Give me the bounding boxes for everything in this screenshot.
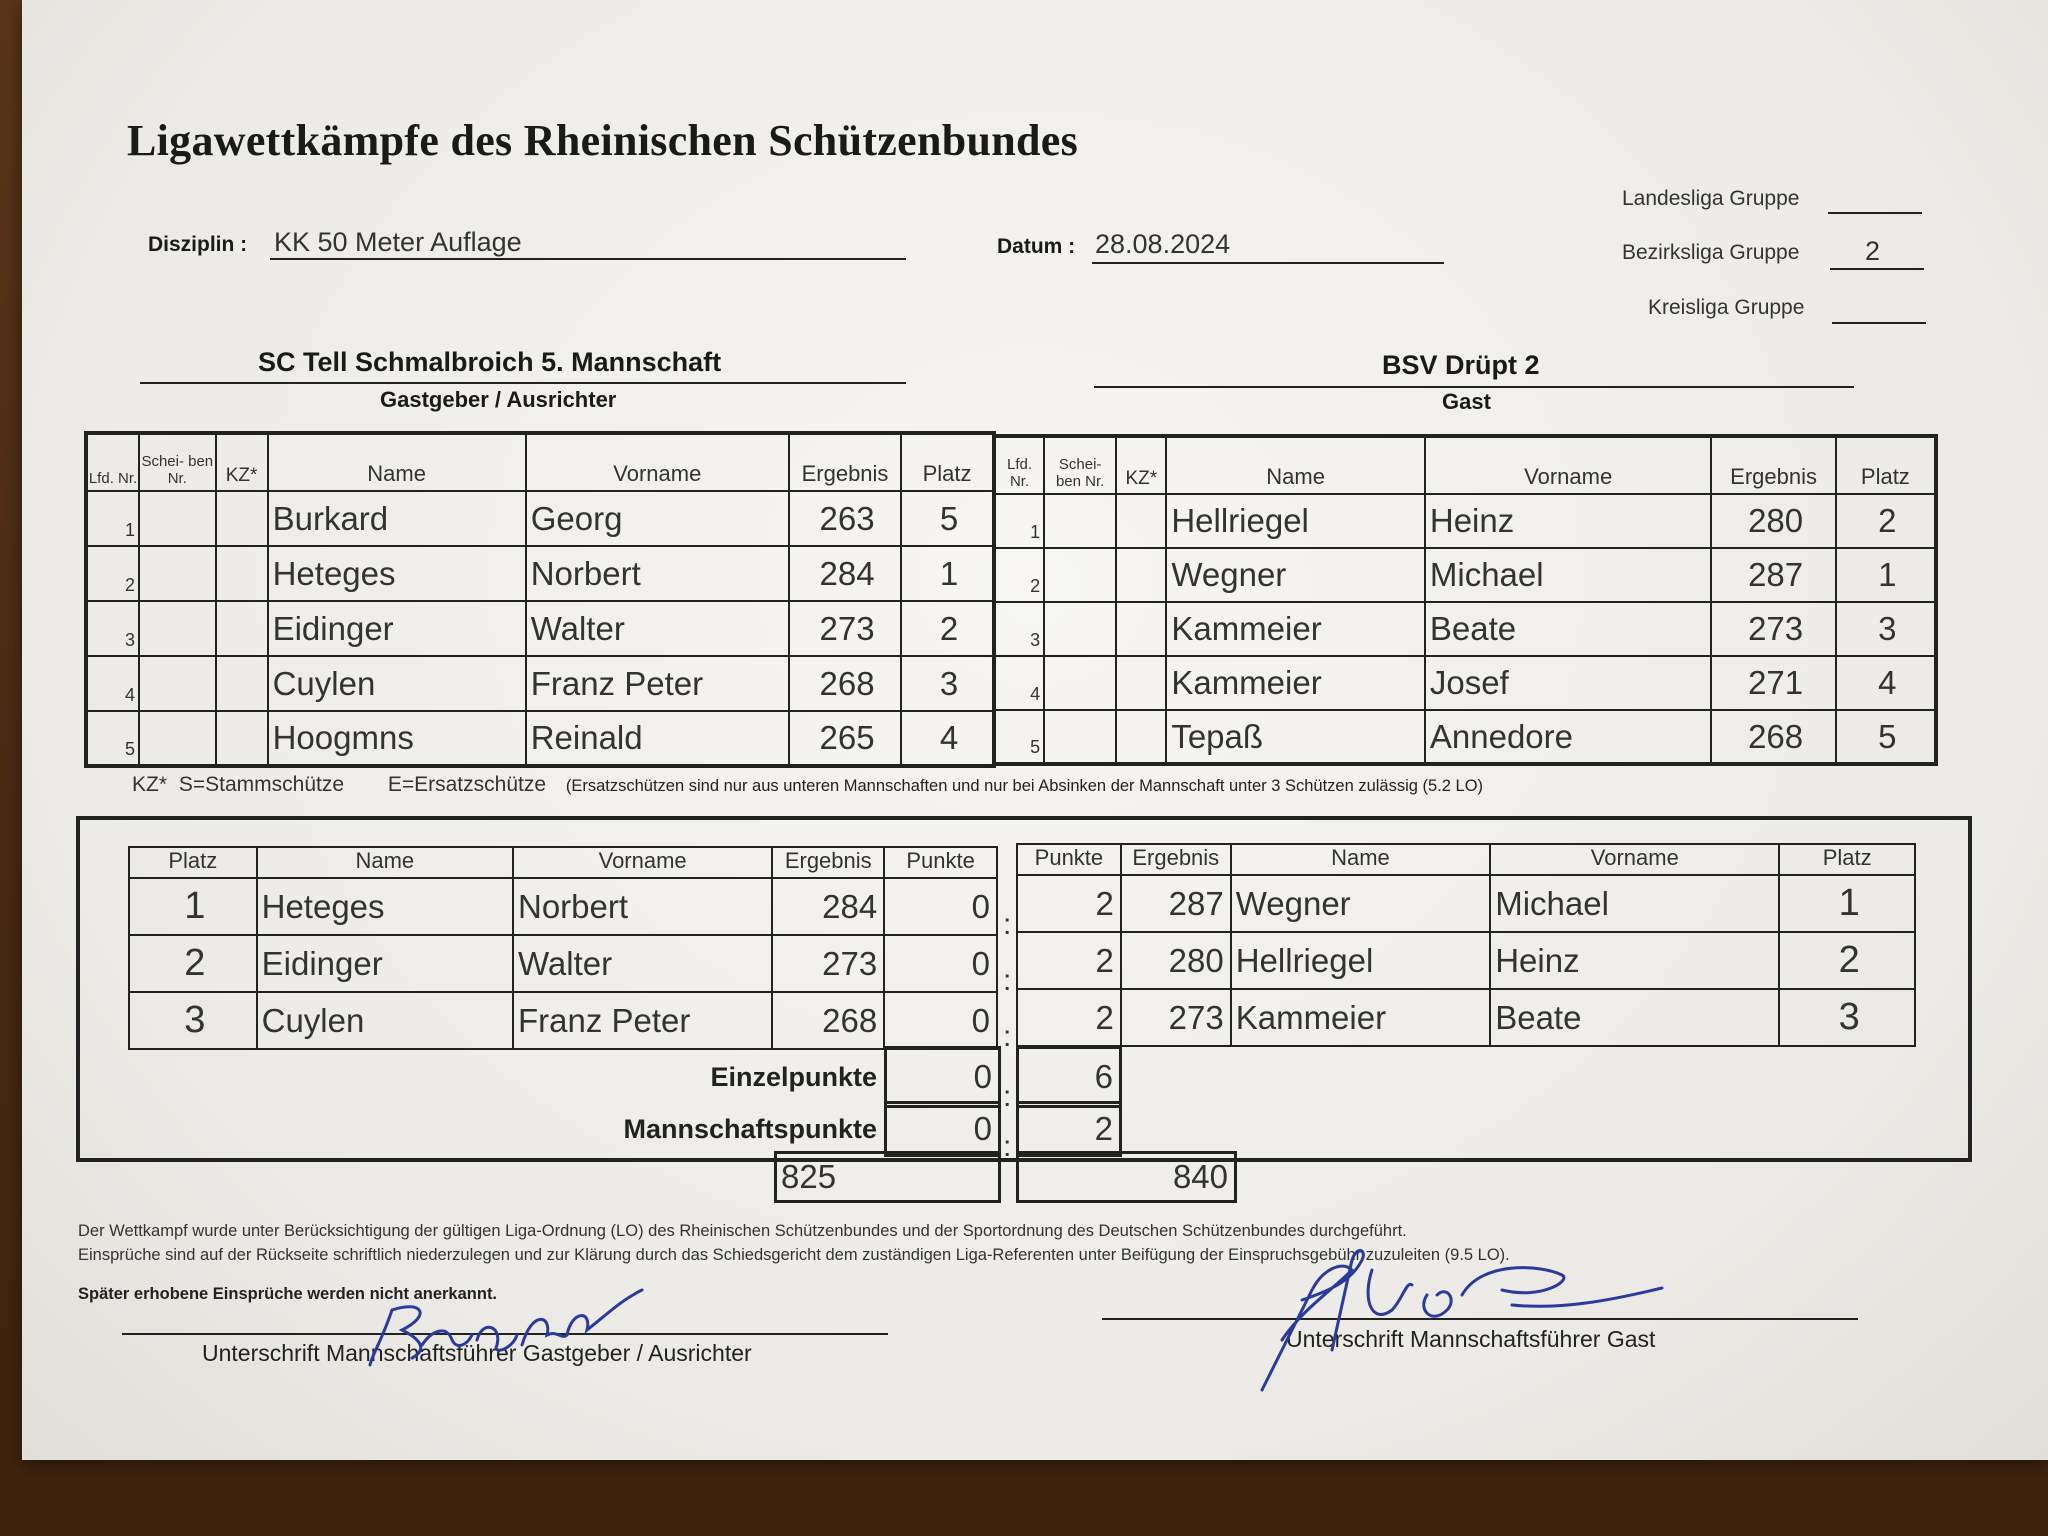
disziplin-line	[270, 258, 906, 260]
score-sheet	[22, 0, 2048, 1460]
duel-host-table	[128, 846, 998, 1050]
host-signature-label: Unterschrift Mannschaftsführer Gastgeber / Ausrichter	[202, 1340, 752, 1366]
lfd-nr-cell: 1	[86, 491, 139, 546]
host-team-line	[140, 382, 906, 384]
host-signature	[352, 1270, 672, 1370]
einzelpunkte-host: 0	[884, 1046, 1001, 1108]
ergebnis-cell: 280	[1121, 932, 1231, 989]
platz-cell: 1	[129, 878, 257, 935]
disziplin-value: KK 50 Meter Auflage	[274, 227, 522, 257]
platz-cell: 5	[901, 491, 994, 546]
col-vorname: Vorname	[1490, 844, 1779, 875]
einzelpunkte-guest: 6	[1016, 1046, 1122, 1108]
duel-guest-table	[1016, 843, 1916, 1047]
table-row	[1017, 989, 1915, 1046]
name-cell: Eidinger	[268, 601, 526, 656]
ergebnis-cell: 273	[1121, 989, 1231, 1046]
guest-team-name: BSV Drüpt 2	[1382, 350, 1540, 380]
total-guest: 840	[1016, 1151, 1237, 1203]
scheiben-nr-cell	[139, 656, 216, 711]
col-vorname: Vorname	[513, 847, 772, 878]
table-row	[994, 548, 1936, 602]
mannschaftspunkte-guest: 2	[1016, 1101, 1122, 1157]
punkte-cell: 2	[1017, 875, 1121, 932]
platz-cell: 3	[901, 656, 994, 711]
vorname-cell: Walter	[526, 601, 789, 656]
legend-stamm: S=Stammschütze	[178, 773, 345, 796]
ergebnis-cell: 263	[789, 491, 901, 546]
col-ergebnis: Ergebnis	[1711, 436, 1835, 494]
kz-cell	[1116, 602, 1166, 656]
table-row	[994, 494, 1936, 548]
platz-cell: 2	[129, 935, 257, 992]
scheiben-nr-cell	[139, 491, 216, 546]
ergebnis-cell: 268	[772, 992, 884, 1049]
platz-cell: 2	[901, 601, 994, 656]
col-scheiben-nr: Schei- ben Nr.	[139, 433, 216, 491]
colon-separator: :	[1003, 1080, 1012, 1113]
table-row	[86, 491, 994, 546]
legend-note: (Ersatzschützen sind nur aus unteren Mannschaften und nur bei Absinken der Mannschaft unter 3 Schützen zulässig (5.2 LO)	[565, 777, 1484, 795]
vorname-cell: Beate	[1425, 602, 1712, 656]
ergebnis-cell: 280	[1711, 494, 1835, 548]
name-cell: Cuylen	[268, 656, 526, 711]
table-row	[86, 546, 994, 601]
landesliga-line	[1828, 212, 1922, 214]
legend-line	[132, 773, 1483, 797]
scheiben-nr-cell	[1044, 548, 1116, 602]
table-row	[1017, 932, 1915, 989]
col-ergebnis: Ergebnis	[772, 847, 884, 878]
ergebnis-cell: 287	[1121, 875, 1231, 932]
platz-cell: 3	[129, 992, 257, 1049]
lfd-nr-cell: 4	[86, 656, 139, 711]
ergebnis-cell: 284	[789, 546, 901, 601]
col-name: Name	[1166, 436, 1425, 494]
vorname-cell: Norbert	[526, 546, 789, 601]
ergebnis-cell: 273	[772, 935, 884, 992]
lfd-nr-cell: 5	[86, 711, 139, 766]
col-kz: KZ*	[1116, 436, 1166, 494]
lfd-nr-cell: 1	[994, 494, 1044, 548]
punkte-cell: 0	[884, 935, 997, 992]
guest-signature	[1242, 1230, 1702, 1410]
name-cell: Tepaß	[1166, 710, 1425, 764]
platz-cell: 1	[1779, 875, 1915, 932]
name-cell: Burkard	[268, 491, 526, 546]
footer-line-2: Einsprüche sind auf der Rückseite schriftlich niederzulegen und zur Klärung durch das Schiedsgericht dem zuständigen Liga-Referenten unter Beifügung der Einspruchsgebühr zuzuleiten (9.5 LO).	[78, 1246, 1510, 1264]
platz-cell: 2	[1779, 932, 1915, 989]
vorname-cell: Heinz	[1425, 494, 1712, 548]
colon-separator: :	[1003, 1130, 1012, 1163]
vorname-cell: Franz Peter	[513, 992, 772, 1049]
ergebnis-cell: 273	[789, 601, 901, 656]
table-row	[86, 601, 994, 656]
col-name: Name	[257, 847, 513, 878]
col-ergebnis: Ergebnis	[1121, 844, 1231, 875]
kreisliga-label: Kreisliga Gruppe	[1648, 296, 1805, 319]
footer-line-1: Der Wettkampf wurde unter Berücksichtigung der gültigen Liga-Ordnung (LO) des Rheinischen Schützenbundes und der Sportordnung des Deutschen Schützenbundes durchgeführt.	[78, 1222, 1407, 1240]
footer-line-3: Später erhobene Einsprüche werden nicht anerkannt.	[78, 1285, 498, 1303]
vorname-cell: Reinald	[526, 711, 789, 766]
punkte-cell: 2	[1017, 932, 1121, 989]
col-punkte: Punkte	[884, 847, 997, 878]
vorname-cell: Norbert	[513, 878, 772, 935]
table-row	[86, 711, 994, 766]
datum-value: 28.08.2024	[1095, 229, 1231, 259]
col-platz: Platz	[1779, 844, 1915, 875]
kz-cell	[216, 656, 268, 711]
vorname-cell: Heinz	[1490, 932, 1779, 989]
host-role: Gastgeber / Ausrichter	[380, 387, 617, 412]
lfd-nr-cell: 2	[994, 548, 1044, 602]
scheiben-nr-cell	[1044, 656, 1116, 710]
punkte-cell: 2	[1017, 989, 1121, 1046]
platz-cell: 3	[1779, 989, 1915, 1046]
vorname-cell: Beate	[1490, 989, 1779, 1046]
table-row	[994, 710, 1936, 764]
col-ergebnis: Ergebnis	[789, 433, 901, 491]
disziplin-label: Disziplin :	[148, 233, 248, 256]
name-cell: Hoogmns	[268, 711, 526, 766]
platz-cell: 5	[1836, 710, 1936, 764]
platz-cell: 1	[1836, 548, 1936, 602]
ergebnis-cell: 268	[789, 656, 901, 711]
platz-cell: 4	[1836, 656, 1936, 710]
guest-signature-label: Unterschrift Mannschaftsführer Gast	[1286, 1326, 1656, 1352]
kz-cell	[1116, 548, 1166, 602]
col-scheiben-nr: Schei- ben Nr.	[1044, 436, 1116, 494]
vorname-cell: Walter	[513, 935, 772, 992]
table-row	[129, 992, 997, 1049]
legend-kz: KZ*	[132, 773, 168, 796]
name-cell: Wegner	[1231, 875, 1490, 932]
sheet-title: Ligawettkämpfe des Rheinischen Schützenbundes	[127, 116, 1079, 165]
total-host: 825	[774, 1151, 1001, 1203]
scheiben-nr-cell	[139, 711, 216, 766]
lfd-nr-cell: 5	[994, 710, 1044, 764]
mannschaftspunkte-host: 0	[884, 1101, 1001, 1157]
kz-cell	[1116, 656, 1166, 710]
ergebnis-cell: 271	[1711, 656, 1835, 710]
bezirksliga-label: Bezirksliga Gruppe	[1622, 241, 1800, 264]
datum-line	[1092, 262, 1444, 264]
name-cell: Kammeier	[1166, 602, 1425, 656]
ergebnis-cell: 287	[1711, 548, 1835, 602]
datum-label: Datum :	[997, 235, 1076, 258]
name-cell: Heteges	[257, 878, 513, 935]
vorname-cell: Annedore	[1425, 710, 1712, 764]
table-row	[994, 656, 1936, 710]
bezirksliga-value: 2	[1865, 236, 1881, 266]
table-row	[994, 602, 1936, 656]
col-name: Name	[1231, 844, 1490, 875]
kz-cell	[216, 491, 268, 546]
ergebnis-cell: 265	[789, 711, 901, 766]
name-cell: Hellriegel	[1166, 494, 1425, 548]
colon-separator: :	[1003, 1020, 1012, 1053]
bezirksliga-line	[1830, 268, 1924, 270]
col-lfd-nr: Lfd. Nr.	[994, 436, 1044, 494]
col-platz: Platz	[1836, 436, 1936, 494]
host-team-name: SC Tell Schmalbroich 5. Mannschaft	[258, 347, 722, 377]
mannschaftspunkte-label: Mannschaftspunkte	[623, 1114, 877, 1144]
table-row	[129, 878, 997, 935]
lfd-nr-cell: 2	[86, 546, 139, 601]
name-cell: Kammeier	[1166, 656, 1425, 710]
lfd-nr-cell: 3	[86, 601, 139, 656]
platz-cell: 3	[1836, 602, 1936, 656]
kreisliga-line	[1832, 322, 1926, 324]
col-punkte: Punkte	[1017, 844, 1121, 875]
col-vorname: Vorname	[1425, 436, 1712, 494]
host-shooters-table	[84, 431, 996, 768]
col-platz: Platz	[901, 433, 994, 491]
scheiben-nr-cell	[139, 546, 216, 601]
col-kz: KZ*	[216, 433, 268, 491]
landesliga-label: Landesliga Gruppe	[1622, 187, 1800, 210]
table-row	[86, 656, 994, 711]
platz-cell: 1	[901, 546, 994, 601]
punkte-cell: 0	[884, 992, 997, 1049]
col-name: Name	[268, 433, 526, 491]
lfd-nr-cell: 3	[994, 602, 1044, 656]
name-cell: Eidinger	[257, 935, 513, 992]
col-lfd-nr: Lfd. Nr.	[86, 433, 139, 491]
platz-cell: 4	[901, 711, 994, 766]
scheiben-nr-cell	[139, 601, 216, 656]
colon-separator: :	[1003, 964, 1012, 997]
colon-separator: :	[1003, 908, 1012, 941]
ergebnis-cell: 284	[772, 878, 884, 935]
guest-team-line	[1094, 386, 1854, 388]
name-cell: Hellriegel	[1231, 932, 1490, 989]
name-cell: Kammeier	[1231, 989, 1490, 1046]
kz-cell	[1116, 494, 1166, 548]
guest-shooters-table	[992, 434, 1938, 766]
vorname-cell: Josef	[1425, 656, 1712, 710]
einzelpunkte-label: Einzelpunkte	[710, 1062, 877, 1092]
kz-cell	[216, 711, 268, 766]
col-platz: Platz	[129, 847, 257, 878]
col-vorname: Vorname	[526, 433, 789, 491]
vorname-cell: Michael	[1425, 548, 1712, 602]
scheiben-nr-cell	[1044, 602, 1116, 656]
lfd-nr-cell: 4	[994, 656, 1044, 710]
scheiben-nr-cell	[1044, 494, 1116, 548]
name-cell: Cuylen	[257, 992, 513, 1049]
name-cell: Heteges	[268, 546, 526, 601]
kz-cell	[1116, 710, 1166, 764]
kz-cell	[216, 601, 268, 656]
vorname-cell: Georg	[526, 491, 789, 546]
punkte-cell: 0	[884, 878, 997, 935]
kz-cell	[216, 546, 268, 601]
legend-ersatz: E=Ersatzschütze	[387, 773, 547, 796]
vorname-cell: Franz Peter	[526, 656, 789, 711]
ergebnis-cell: 273	[1711, 602, 1835, 656]
table-row	[129, 935, 997, 992]
name-cell: Wegner	[1166, 548, 1425, 602]
scheiben-nr-cell	[1044, 710, 1116, 764]
platz-cell: 2	[1836, 494, 1936, 548]
table-row	[1017, 875, 1915, 932]
ergebnis-cell: 268	[1711, 710, 1835, 764]
guest-role: Gast	[1442, 389, 1491, 414]
vorname-cell: Michael	[1490, 875, 1779, 932]
